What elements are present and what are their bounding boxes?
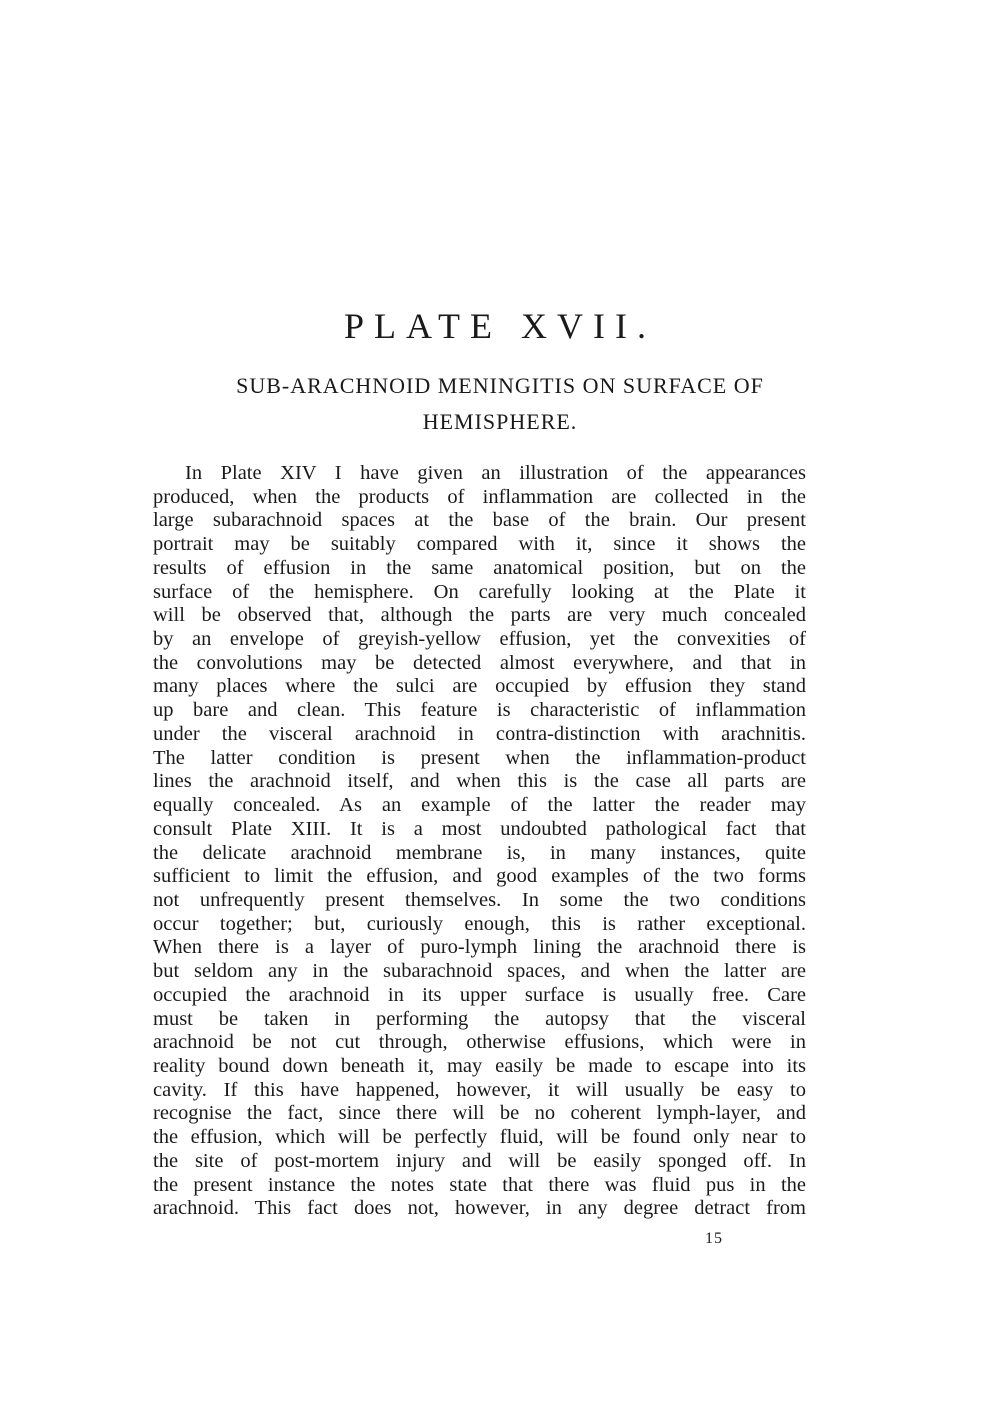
plate-title: PLATE XVII. — [344, 306, 656, 346]
text-line: will be observed that, although the parts are very much concealed — [153, 604, 806, 627]
text-line: The latter condition is present when the inflammation-product — [153, 746, 806, 769]
text-line: recognise the fact, since there will be no coherent lymph-layer, and — [153, 1102, 806, 1125]
text-line: results of effusion in the same anatomical position, but on the — [153, 556, 806, 579]
text-line: large subarachnoid spaces at the base of the brain. Our present — [153, 509, 806, 532]
text-line: up bare and clean. This feature is characteristic of inflammation — [153, 699, 806, 722]
subtitle-line: HEMISPHERE. — [422, 409, 578, 434]
text-line: reality bound down beneath it, may easily be made to escape into its — [153, 1054, 806, 1077]
text-line: the convolutions may be detected almost everywhere, and that in — [153, 651, 806, 674]
text-line: the delicate arachnoid membrane is, in many instances, quite — [153, 841, 806, 864]
body-paragraph — [153, 462, 806, 1221]
subtitle-line: SUB-ARACHNOID MENINGITIS ON SURFACE OF — [236, 373, 764, 398]
text-line: the site of post-mortem injury and will be easily sponged off. In — [153, 1149, 806, 1172]
text-line: cavity. If this have happened, however, it will usually be easy to — [153, 1078, 806, 1101]
text-line: surface of the hemisphere. On carefully looking at the Plate it — [153, 580, 806, 603]
text-line: the present instance the notes state that there was fluid pus in the — [153, 1173, 806, 1196]
text-line: In Plate XIV I have given an illustration of the appearances — [185, 462, 806, 484]
text-line: by an envelope of greyish-yellow effusion, yet the convexities of — [153, 628, 806, 651]
text-line: must be taken in performing the autopsy that the visceral — [153, 1007, 806, 1030]
text-line: equally concealed. As an example of the latter the reader may — [153, 794, 806, 817]
text-line: portrait may be suitably compared with it, since it shows the — [153, 533, 806, 556]
text-line: under the visceral arachnoid in contra-distinction with arachnitis. — [153, 722, 806, 745]
text-line: When there is a layer of puro-lymph lining the arachnoid there is — [153, 936, 806, 959]
text-line: arachnoid be not cut through, otherwise effusions, which were in — [153, 1031, 806, 1054]
plate-subtitle — [150, 368, 850, 440]
text-line: not unfrequently present themselves. In some the two conditions — [153, 888, 806, 911]
page-number: 15 — [705, 1230, 723, 1247]
text-line: but seldom any in the subarachnoid spaces, and when the latter are — [153, 960, 806, 983]
text-line: sufficient to limit the effusion, and good examples of the two forms — [153, 865, 806, 888]
text-line: consult Plate XIII. It is a most undoubted pathological fact that — [153, 817, 806, 840]
text-line: occur together; but, curiously enough, this is rather exceptional. — [153, 912, 806, 935]
text-line: occupied the arachnoid in its upper surface is usually free. Care — [153, 983, 806, 1006]
text-line: many places where the sulci are occupied by effusion they stand — [153, 675, 806, 698]
text-line: lines the arachnoid itself, and when this is the case all parts are — [153, 770, 806, 793]
text-line: produced, when the products of inflammation are collected in the — [153, 485, 806, 508]
text-line: arachnoid. This fact does not, however, in any degree detract from — [153, 1197, 806, 1220]
text-line: the effusion, which will be perfectly fluid, will be found only near to — [153, 1126, 806, 1149]
